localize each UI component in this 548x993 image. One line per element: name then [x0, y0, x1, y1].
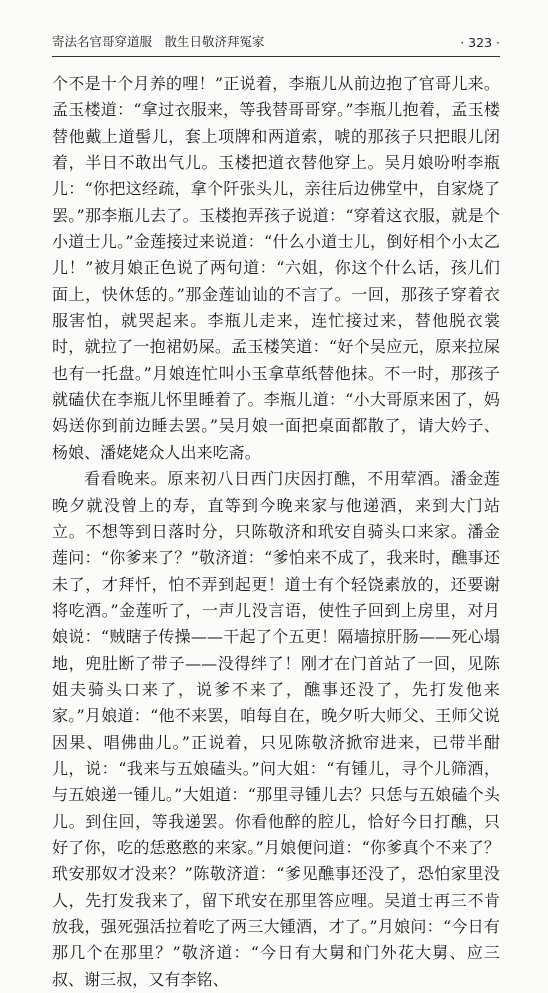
header-divider: [52, 56, 500, 57]
running-title: 寄法名官哥穿道服 散生日敬济拜冤家: [52, 34, 265, 49]
paragraph: 个不是十个月养的哩！”正说着，李瓶儿从前边抱了官哥儿来。孟玉楼道：“拿过衣服来，等我替哥哥穿。”李瓶儿抱着，孟玉楼替他戴上道髻儿，套上项牌和两道索，唬的那孩子只把眼儿闭着，半日不敢出气儿。玉楼把道衣替他穿上。吴月娘吩咐李瓶儿：“你把这经疏，拿个阡张头儿，亲往后边佛堂中，自家烧了罢。”那李瓶儿去了。玉楼抱弄孩子说道：“穿着这衣服，就是个小道士儿。”金莲接过来说道：“什么小道士儿，倒好相个小太乙儿！”被月娘正色说了两句道：“六姐，你这个什么话，孩儿们面上，快休恁的。”那金莲讪讪的不言了。一回，那孩子穿着衣服害怕，就哭起来。李瓶儿走来，连忙接过来，替他脱衣裳时，就拉了一抱裙奶屎。孟玉楼笑道：“好个吴应元，原来拉屎也有一托盘。”月娘连忙叫小玉拿草纸替他抹。不一时，那孩子就磕伏在李瓶儿怀里睡着了。李瓶儿道：“小大哥原来困了，妈妈送你到前边睡去罢。”吴月娘一面把桌面都散了，请大妗子、杨娘、潘姥姥众人出来吃斋。: [52, 74, 500, 462]
page-header: [52, 26, 500, 50]
body-text: [52, 71, 500, 993]
page-number: · 323 ·: [460, 35, 500, 50]
paragraph: 看看晚来。原来初八日西门庆因打醮，不用荤酒。潘金莲晚夕就没曾上的寿，直等到今晚来家与他递酒，来到大门站立。不想等到日落时分，只陈敬济和玳安自骑头口来家。潘金莲问：“你爹来了？”敬济道：“爹怕来不成了，我来时，醮事还未了，才拜忏，怕不弄到起更！道士有个轻饶素放的，还要谢将吃酒。”金莲听了，一声儿没言语，使性子回到上房里，对月娘说：“贼瞎子传操——干起了个五更！隔墙掠肝肠——死心塌地，兜肚断了带子——没得绊了！刚才在门首站了一回，见陈姐夫骑头口来了，说爹不来了，醮事还没了，先打发他来家。”月娘道：“他不来罢，咱每自在，晚夕听大师父、王师父说因果、唱佛曲儿。”正说着，只见陈敬济掀帘进来，已带半酣儿，说：“我来与五娘磕头。”问大姐：“有锺儿，寻个儿筛酒，与五娘递一锺儿。”大姐道：“那里寻锺儿去？只恁与五娘磕个头儿。到住回，等我递罢。你看他醉的腔儿，恰好今日打醮，只好了你，吃的恁憨憨的来家。”月娘便问道：“你爹真个不来了？玳安那奴才没来？”陈敬济道：“爹见醮事还没了，恐怕家里没人，先打发我来了，留下玳安在那里答应哩。吴道士再三不肯放我，强死强活拉着吃了两三大锺酒，才了。”月娘问：“今日有那几个在那里？”敬济道：“今日有大舅和门外花大舅、应三叔、谢三叔，又有李铭、: [52, 469, 500, 989]
